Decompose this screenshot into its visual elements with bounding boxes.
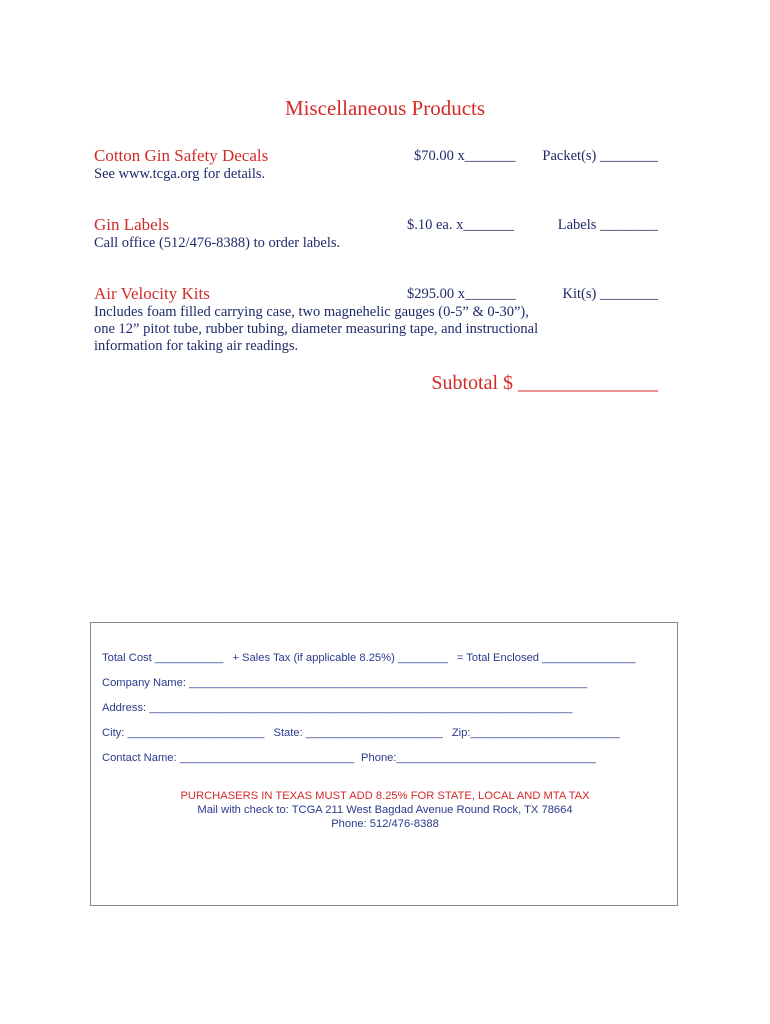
product-description-line: information for taking air readings. [94,338,299,354]
product-safety-decals [94,146,658,183]
address-field: Address: ____________________________________________________________________ [102,702,573,714]
total-enclosed-field: = Total Enclosed _______________ [456,652,636,664]
order-form-box [90,622,678,906]
product-description-line: one 12” pitot tube, rubber tubing, diameter measuring tape, and instructional [94,321,539,337]
city-field: City: ______________________ [102,727,265,739]
city-state-zip-row [102,727,655,739]
company-name-field: Company Name: ________________________________________________________________ [102,677,588,689]
contact-phone-number: Phone: 512/476-8388 [331,818,439,830]
product-description: See www.tcga.org for details. [94,166,266,182]
product-name: Gin Labels [94,215,170,234]
product-air-velocity-kits [94,284,658,355]
state-field: State: ______________________ [273,727,443,739]
product-unit-field: Packet(s) ________ [542,148,658,164]
product-description-line: Includes foam filled carrying case, two magnehelic gauges (0-5” & 0-30”), [94,304,529,320]
product-gin-labels [94,215,658,252]
texas-tax-notice: PURCHASERS IN TEXAS MUST ADD 8.25% FOR STATE, LOCAL AND MTA TAX [180,790,590,802]
product-price-quantity: $70.00 x_______ [414,148,516,164]
contact-phone-row [102,752,655,764]
product-description: Call office (512/476-8388) to order labels. [94,235,341,251]
contact-name-field: Contact Name: ____________________________ [102,752,354,764]
product-unit-field: Kit(s) ________ [562,286,658,302]
page-title: Miscellaneous Products [284,96,486,120]
product-price-quantity: $.10 ea. x_______ [407,217,515,233]
sales-tax-field: + Sales Tax (if applicable 8.25%) ________ [232,652,448,664]
product-name: Air Velocity Kits [94,284,210,303]
product-unit-field: Labels ________ [557,217,658,233]
product-price-quantity: $295.00 x_______ [407,286,516,302]
phone-field: Phone:________________________________ [361,752,596,764]
product-name: Cotton Gin Safety Decals [94,146,269,165]
zip-field: Zip:________________________ [451,727,620,739]
total-cost-field: Total Cost ___________ [102,652,224,664]
totals-row [102,652,655,664]
subtotal-field: Subtotal $ ______________ [431,372,658,394]
mailing-address: Mail with check to: TCGA 211 West Bagdad Avenue Round Rock, TX 78664 [197,804,573,816]
